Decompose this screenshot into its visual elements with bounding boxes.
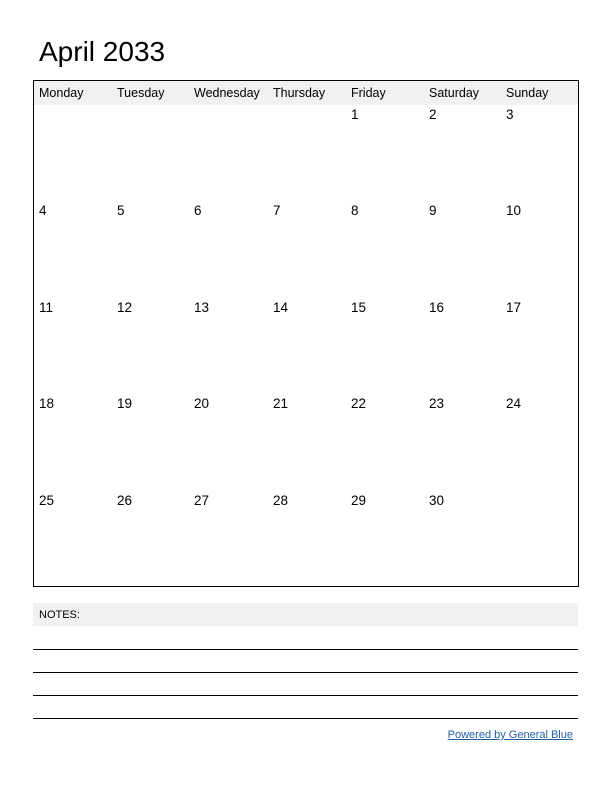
note-line <box>33 695 578 696</box>
weekday-wednesday: Wednesday <box>194 86 260 100</box>
note-line <box>33 672 578 673</box>
day-number: 28 <box>273 493 289 508</box>
day-number: 9 <box>429 203 437 218</box>
day-number: 17 <box>506 300 522 315</box>
day-number: 21 <box>273 396 289 411</box>
day-number: 1 <box>351 107 359 122</box>
day-number: 10 <box>506 203 522 218</box>
weekday-friday: Friday <box>351 86 386 100</box>
page-title: April 2033 <box>39 36 166 67</box>
notes-header <box>33 603 578 626</box>
day-number: 22 <box>351 396 367 411</box>
day-number: 25 <box>39 493 55 508</box>
day-number: 16 <box>429 300 445 315</box>
note-line <box>33 649 578 650</box>
day-number: 8 <box>351 203 359 218</box>
day-number: 2 <box>429 107 437 122</box>
day-number: 7 <box>273 203 281 218</box>
powered-by-link[interactable]: Powered by General Blue <box>447 729 573 741</box>
day-number: 12 <box>117 300 133 315</box>
day-number: 20 <box>194 396 210 411</box>
weekday-header-row <box>34 81 578 105</box>
calendar-grid <box>33 80 579 587</box>
weekday-tuesday: Tuesday <box>117 86 165 100</box>
day-number: 13 <box>194 300 210 315</box>
day-number: 15 <box>351 300 367 315</box>
day-number: 4 <box>39 203 47 218</box>
day-number: 3 <box>506 107 514 122</box>
day-number: 11 <box>39 300 54 315</box>
day-number: 6 <box>194 203 202 218</box>
weekday-sunday: Sunday <box>506 86 549 100</box>
notes-label: NOTES: <box>39 609 80 621</box>
day-number: 5 <box>117 203 125 218</box>
day-number: 30 <box>429 493 445 508</box>
note-line <box>33 718 578 719</box>
day-number: 19 <box>117 396 133 411</box>
day-number: 24 <box>506 396 522 411</box>
weekday-saturday: Saturday <box>429 86 480 100</box>
day-number: 23 <box>429 396 445 411</box>
day-number: 27 <box>194 493 210 508</box>
day-number: 26 <box>117 493 133 508</box>
day-number: 18 <box>39 396 55 411</box>
weekday-monday: Monday <box>39 86 84 100</box>
weekday-thursday: Thursday <box>273 86 326 100</box>
day-number: 14 <box>273 300 289 315</box>
day-number: 29 <box>351 493 367 508</box>
